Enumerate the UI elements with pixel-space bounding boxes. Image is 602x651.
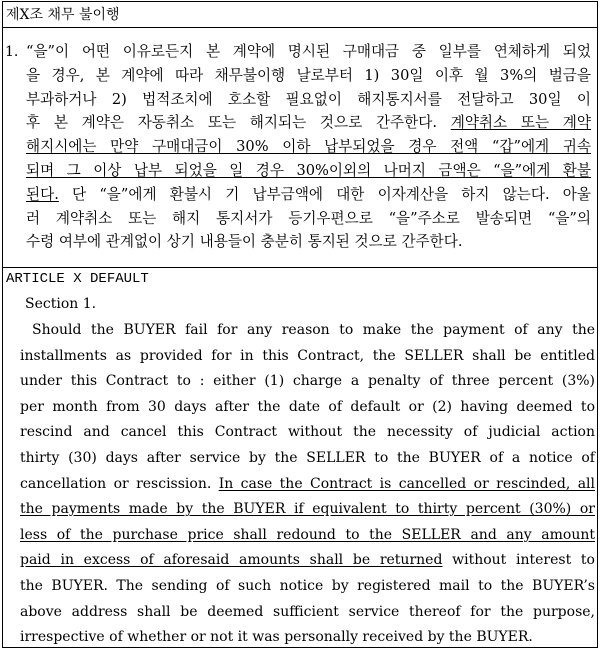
english-text-line: [20, 497, 595, 523]
english-text-run: rescind and cancel this Contract without the necessity of judicial action: [20, 424, 595, 441]
english-text-line: [20, 420, 595, 446]
korean-text-line: [26, 135, 591, 159]
english-underlined-text: less of the purchase price shall redound to the SELLER and any amount: [20, 526, 595, 543]
korean-text-run: 부과하거나 2) 법적조치에 호소할 필요없이 해지통지서를 전달하고 30일 이: [26, 90, 591, 108]
english-text-line: [20, 600, 595, 626]
korean-text-line: [26, 88, 591, 112]
korean-underlined-text: 되며 그 이상 납부 되었을 일 경우 30%이외의 나머지 금액은 “을”에게 환불: [26, 161, 591, 179]
english-text-line: [20, 523, 595, 549]
english-text-run: irrespective of whether or not it was personally received by the BUYER.: [20, 629, 533, 646]
korean-underlined-text: 된다.: [26, 185, 59, 203]
korean-text-line: [26, 207, 591, 231]
english-text-line: [20, 625, 595, 651]
english-underlined-text: In case the Contract is cancelled or rescinded, all: [218, 475, 596, 492]
korean-text-run: 러 계약취소 또는 해지 통지서가 등기우편으로 “을”주소로 발송되면 “을”의: [26, 209, 591, 227]
english-underlined-text: paid in excess of aforesaid amounts shall be returned: [20, 552, 443, 569]
english-text-run: cancellation or rescission.: [20, 475, 219, 492]
english-text-run: installments as provided for in this Contract, the SELLER shall be entitled: [20, 347, 595, 364]
contract-clause-document: [2, 1, 598, 648]
english-clause-section: [3, 290, 597, 647]
korean-text-line: [26, 111, 591, 135]
english-text-run: thirty (30) days after service by the SELLER to the BUYER of a notice of: [20, 449, 595, 466]
english-text-line: [20, 395, 595, 421]
korean-text-line: [26, 40, 591, 64]
korean-underlined-text: 계약취소 또는 계약: [450, 114, 591, 132]
english-text-run: per month from 30 days after the date of default or (2) having deemed to: [20, 398, 595, 415]
korean-text-line: [26, 230, 591, 254]
english-text-run: under this Contract to : either (1) charge a penalty of three percent (3%): [20, 373, 595, 390]
english-text-run: Should the BUYER fail for any reason to make the payment of any the: [32, 322, 595, 338]
english-text-run: above address shall be deemed sufficient service thereof for the purpose,: [20, 603, 595, 620]
english-text-line: [20, 548, 595, 574]
english-underlined-text: the payments made by the BUYER if equivalent to thirty percent (30%) or: [20, 501, 595, 518]
english-clause-paragraph: [20, 318, 595, 651]
korean-text-run: 수령 여부에 관계없이 상기 내용들이 충분히 통지된 것으로 간주한다.: [26, 233, 463, 251]
english-text-line: [20, 472, 595, 498]
english-text-line: [20, 369, 595, 395]
english-text-line: [20, 344, 595, 370]
english-text-line: [20, 318, 595, 344]
korean-text-run: 단 “을”에게 환불시 기 납부금액에 대한 이자계산을 하지 않는다. 아울: [58, 185, 591, 203]
korean-text-run: 후 본 계약은 자동취소 또는 해지되는 것으로 간주한다.: [26, 114, 451, 132]
korean-text-line: [26, 64, 591, 88]
korean-clause-section: [3, 28, 597, 268]
korean-clause-paragraph: [26, 40, 591, 254]
korean-text-run: “을”이 어떤 이유로든지 본 계약에 명시된 구매대금 중 일부를 연체하게 되었: [26, 43, 591, 60]
korean-text-run: 을 경우, 본 계약에 따라 채무불이행 날로부터 1) 30일 이후 월 3%의 벌금을: [26, 66, 591, 84]
korean-underlined-text: 해지시에는 만약 구매대금이 30% 이하 납부되었을 경우 전액 “갑”에게 귀속: [26, 138, 591, 156]
english-text-line: [20, 446, 595, 472]
korean-text-line: [26, 183, 591, 207]
english-article-heading: ARTICLE X DEFAULT: [6, 271, 149, 287]
korean-text-line: [26, 159, 591, 183]
english-section-label: Section 1.: [25, 296, 97, 312]
korean-item-number: 1.: [5, 44, 19, 60]
english-text-line: [20, 574, 595, 600]
english-text-run: the BUYER. The sending of such notice by registered mail to the BUYER’s: [20, 577, 595, 594]
english-text-run: without interest to: [442, 552, 595, 569]
korean-article-heading: 제X조 채무 불이행: [3, 2, 597, 28]
